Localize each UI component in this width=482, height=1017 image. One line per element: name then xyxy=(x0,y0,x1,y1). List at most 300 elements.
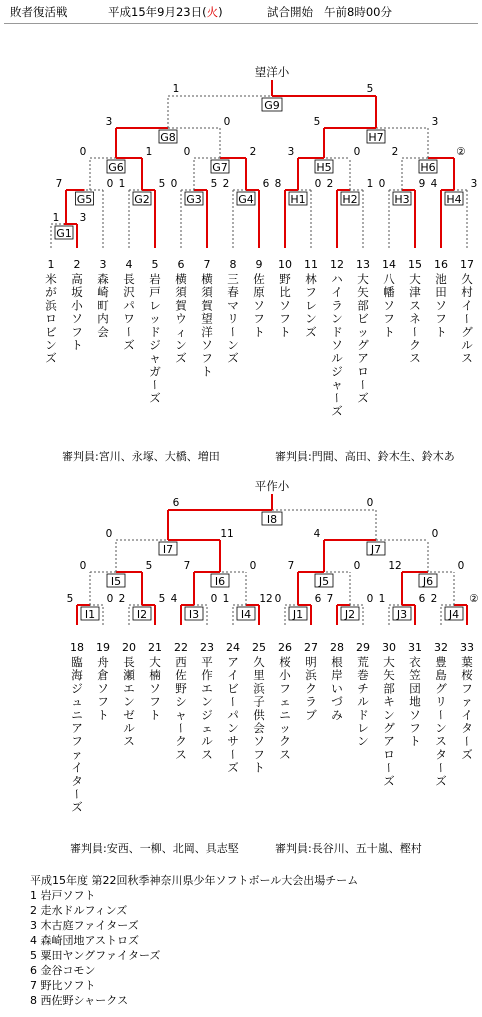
team-name xyxy=(174,655,188,761)
team-name-char: 供 xyxy=(253,707,265,722)
team-name-char: ー xyxy=(434,761,448,774)
team-name-char: ス xyxy=(175,747,187,762)
team-name-char: 洋 xyxy=(201,324,213,339)
team-name-char: ル xyxy=(357,694,369,709)
score-left: 0 xyxy=(378,178,386,190)
score-right: 9 xyxy=(418,178,426,190)
team-name-char: 小 xyxy=(71,298,83,313)
team-name-char: い xyxy=(331,681,343,696)
team-name-char: ー xyxy=(460,312,474,325)
team-name-char: フ xyxy=(279,681,291,696)
team-name xyxy=(408,272,422,365)
team-name-char: フ xyxy=(201,351,213,366)
team-name-char: ソ xyxy=(71,311,83,326)
entry-item: 7 野比ソフト xyxy=(30,979,96,992)
team-name xyxy=(305,272,317,339)
team-name-char: ェ xyxy=(201,721,213,735)
team-number: 25 xyxy=(252,641,266,654)
start-label: 試合開始 xyxy=(267,5,313,19)
score-right: 3 xyxy=(79,212,87,224)
team-name-char: フ xyxy=(409,721,421,735)
team-number: 10 xyxy=(278,258,292,271)
score-left: 2 xyxy=(118,593,126,605)
team-name-char: ス xyxy=(123,734,135,749)
umpires-right: 審判員:長谷川、五十嵐、樫村 xyxy=(275,842,422,855)
team-name-char: が xyxy=(45,285,57,300)
team-name-char: ス xyxy=(409,351,421,366)
game-label: H7 xyxy=(368,131,384,144)
team-name-char: 佐 xyxy=(175,668,187,683)
team-name-char: 大 xyxy=(149,655,161,669)
team-name-char: ト xyxy=(97,707,109,722)
team-name-char: 衣 xyxy=(409,655,421,669)
game-label: J3 xyxy=(396,608,408,621)
team-name-char: ー xyxy=(460,735,474,747)
team-number: 24 xyxy=(226,641,240,654)
team-number: 2 xyxy=(73,258,81,271)
game-label: H3 xyxy=(394,193,410,206)
team-name-char: ス xyxy=(201,747,213,762)
game-label: I1 xyxy=(84,608,96,621)
team-name-char: フ xyxy=(71,324,83,339)
game-label: H1 xyxy=(290,193,306,206)
team-name xyxy=(460,655,474,761)
score-left: 7 xyxy=(287,560,295,572)
game-label: G6 xyxy=(108,161,124,174)
game-label: H5 xyxy=(316,161,332,174)
team-name-char: ン xyxy=(435,721,447,735)
game-label: G2 xyxy=(134,193,150,206)
team-name-char: ビ xyxy=(227,681,239,696)
score-left: 6 xyxy=(172,497,180,509)
team-name-char: エ xyxy=(123,681,135,696)
team-name-char: ト xyxy=(71,338,83,352)
team-name-char: ズ xyxy=(71,800,83,815)
score-left: 5 xyxy=(313,116,321,128)
game-label: G7 xyxy=(212,161,228,174)
score-right: 1 xyxy=(145,146,153,158)
team-name-char: ワ xyxy=(123,311,135,326)
team-name-char: ト xyxy=(253,760,265,775)
game-label: I3 xyxy=(188,608,200,621)
team-name-char: ズ xyxy=(175,351,187,366)
team-name-char: グ xyxy=(461,324,473,339)
team-name-char: 会 xyxy=(97,324,109,339)
team-name-char: パ xyxy=(123,298,135,313)
team-name-char: 大 xyxy=(357,272,369,286)
team-name-char: ク xyxy=(175,734,187,749)
team-name xyxy=(122,272,136,352)
score-left: 2 xyxy=(222,178,230,190)
score-right: 0 xyxy=(210,593,218,605)
team-name-char: 久 xyxy=(253,655,265,669)
entry-item: 4 森崎団地アストロズ xyxy=(30,934,140,947)
team-name-char: ブ xyxy=(305,707,317,722)
team-name-char: ズ xyxy=(383,773,395,788)
game-label: J6 xyxy=(422,575,434,588)
team-name-char: 津 xyxy=(409,285,421,300)
team-number: 30 xyxy=(382,641,396,654)
team-name-char: 楠 xyxy=(149,668,161,683)
score-left: 5 xyxy=(66,593,74,605)
team-name-char: ロ xyxy=(383,747,395,762)
game-label: G1 xyxy=(56,227,72,240)
team-name-char: ル xyxy=(123,721,135,735)
team-name-char: ソ xyxy=(279,298,291,313)
team-name-char: ド xyxy=(357,707,369,722)
team-number: 11 xyxy=(304,258,318,271)
score-left: 0 xyxy=(105,528,113,540)
team-name xyxy=(409,655,421,748)
team-name-char: フ xyxy=(71,734,83,749)
game-label: G4 xyxy=(238,193,254,206)
score-right: 6 xyxy=(314,593,322,605)
team-number: 29 xyxy=(356,641,370,654)
team-name-char: 長 xyxy=(123,655,135,669)
team-number: 33 xyxy=(460,641,474,654)
team-number: 27 xyxy=(304,641,318,654)
score-left: 2 xyxy=(430,593,438,605)
score-left: 4 xyxy=(170,593,178,605)
team-name-char: エ xyxy=(201,681,213,696)
team-name-char: サ xyxy=(227,734,239,749)
team-name-char: ソ xyxy=(409,707,421,722)
game-label: H2 xyxy=(342,193,358,206)
team-name-char: レ xyxy=(357,721,369,735)
team-name-char: 地 xyxy=(409,694,421,709)
team-name-char: ズ xyxy=(149,390,161,405)
team-name-char: ー xyxy=(122,326,136,338)
score-left: 0 xyxy=(183,146,191,158)
team-name-char: ー xyxy=(356,378,370,391)
team-name-char: ビ xyxy=(45,324,57,339)
team-name-char: ン xyxy=(175,338,187,352)
team-name-char: 倉 xyxy=(97,668,109,683)
team-name-char: ト xyxy=(149,707,161,722)
team-name-char: 荒 xyxy=(357,655,369,669)
entry-list xyxy=(30,873,470,1008)
game-label: J5 xyxy=(318,575,330,588)
team-name-char: 大 xyxy=(409,272,421,286)
team-name-char: ズ xyxy=(227,351,239,366)
score-right: 0 xyxy=(366,497,374,509)
entry-item: 3 木古庭ファイターズ xyxy=(30,919,139,932)
venue-title: 望洋小 xyxy=(254,65,290,79)
team-number: 7 xyxy=(203,258,211,271)
team-name xyxy=(357,655,369,748)
team-name xyxy=(435,272,447,339)
game-label: I4 xyxy=(240,608,252,621)
team-name-char: ン xyxy=(201,694,213,709)
team-name-char: フ xyxy=(253,747,265,762)
venue-title: 平作小 xyxy=(254,479,290,493)
team-name-char: ー xyxy=(70,788,84,800)
team-name-char: ニ xyxy=(71,707,83,722)
team-name xyxy=(305,655,317,722)
team-name-char: ビ xyxy=(357,311,369,326)
team-name-char: 臨 xyxy=(71,655,83,669)
score-right: 12 xyxy=(259,593,273,605)
team-number: 26 xyxy=(278,641,292,654)
score-left: 7 xyxy=(183,560,191,572)
game-label: I7 xyxy=(162,543,174,556)
team-name-char: 笠 xyxy=(409,668,421,683)
game-label: I8 xyxy=(266,513,278,526)
score-left: 1 xyxy=(378,593,386,605)
team-name-char: タ xyxy=(71,773,83,788)
team-name-char: 子 xyxy=(253,694,265,709)
team-name-char: 森 xyxy=(97,272,109,286)
team-name-char: ー xyxy=(330,392,344,404)
team-name-char: ラ xyxy=(305,694,317,709)
score-right: 3 xyxy=(470,178,478,190)
team-name-char: 須 xyxy=(175,285,187,300)
team-number: 19 xyxy=(96,641,110,654)
team-number: 12 xyxy=(330,258,344,271)
team-number: 1 xyxy=(47,258,55,271)
team-name-char: フ xyxy=(279,311,291,326)
team-name-char: ジ xyxy=(331,364,343,379)
team-name-char: ン xyxy=(383,707,395,722)
team-name-char: ン xyxy=(227,721,239,735)
team-name-char: 長 xyxy=(123,272,135,286)
score-left: 4 xyxy=(430,178,438,190)
team-name-char: ス xyxy=(279,747,291,762)
entry-item: 5 粟田ヤングファイターズ xyxy=(30,949,161,962)
score-right: 5 xyxy=(366,83,374,95)
team-name-char: 里 xyxy=(253,668,265,683)
team-name-char: 崎 xyxy=(97,285,109,300)
team-name-char: イ xyxy=(71,760,83,775)
team-number: 4 xyxy=(125,258,133,271)
team-name-char: タ xyxy=(435,747,447,762)
team-name xyxy=(330,272,344,418)
game-label: J1 xyxy=(292,608,304,621)
team-name-char: シ xyxy=(175,694,187,709)
team-name-char: ロ xyxy=(357,364,369,379)
score-right: 5 xyxy=(145,560,153,572)
team-name-char: 葉 xyxy=(461,655,473,669)
team-name-char: ト xyxy=(253,324,265,339)
score-right: ② xyxy=(469,593,479,605)
team-name-char: ス xyxy=(461,351,473,366)
team-name xyxy=(356,272,370,405)
team-name xyxy=(70,655,84,814)
team-name-char: ー xyxy=(226,326,240,338)
team-name xyxy=(45,272,57,365)
team-name-char: ソ xyxy=(435,298,447,313)
score-left: 7 xyxy=(55,178,63,190)
team-name xyxy=(460,272,474,365)
game-label: G9 xyxy=(264,99,280,112)
team-name-char: ッ xyxy=(357,324,369,339)
team-name-char: ア xyxy=(357,351,369,366)
score-left: 1 xyxy=(172,83,180,95)
team-name-char: タ xyxy=(461,721,473,735)
team-name-char: ー xyxy=(382,761,396,774)
team-name-char: フ xyxy=(253,311,265,326)
entry-item: 8 西佐野シャークス xyxy=(30,994,129,1007)
team-name-char: 明 xyxy=(305,655,317,669)
score-left: 1 xyxy=(52,212,60,224)
score-right: 11 xyxy=(220,528,234,540)
score-right: 0 xyxy=(106,593,114,605)
team-name-char: グ xyxy=(435,681,447,696)
team-name-char: グ xyxy=(383,721,395,735)
score-left: 1 xyxy=(118,178,126,190)
score-right: 0 xyxy=(223,116,231,128)
team-name-char: ト xyxy=(201,364,213,379)
score-right: ② xyxy=(456,146,466,158)
team-name-char: ー xyxy=(226,695,240,708)
team-name-char: フ xyxy=(461,681,473,696)
team-name xyxy=(253,655,265,775)
team-name-char: ソ xyxy=(201,338,213,352)
team-name-char: 桜 xyxy=(279,655,291,669)
team-name-char: グ xyxy=(357,338,369,352)
team-name-char: レ xyxy=(305,298,317,313)
team-name-char: ィ xyxy=(175,324,187,339)
team-name-char: 小 xyxy=(279,668,291,683)
team-name-char: イ xyxy=(461,298,473,313)
team-number: 3 xyxy=(99,258,107,271)
team-name-char: ソ xyxy=(331,338,343,352)
team-name-char: ン xyxy=(123,694,135,709)
team-name-char: 須 xyxy=(201,285,213,300)
game-label: J4 xyxy=(448,608,460,621)
team-name-char: ア xyxy=(71,721,83,735)
team-name-char: チ xyxy=(357,681,369,696)
team-number: 5 xyxy=(151,258,159,271)
team-name-char: ァ xyxy=(461,694,473,709)
team-name-char: ト xyxy=(279,324,291,339)
team-name-char: 高 xyxy=(71,272,83,286)
team-name-char: 比 xyxy=(279,285,291,300)
team-name-char: 浜 xyxy=(45,298,57,313)
team-name-char: ル xyxy=(461,338,473,352)
game-label: G8 xyxy=(160,131,176,144)
team-name xyxy=(148,272,162,405)
team-name-char: 坂 xyxy=(71,285,83,300)
team-name-char: フ xyxy=(305,285,317,300)
team-name-char: 幡 xyxy=(383,285,395,300)
team-name-char: 田 xyxy=(435,285,447,300)
team-name xyxy=(123,655,135,748)
team-name-char: ガ xyxy=(149,364,161,379)
team-number: 23 xyxy=(200,641,214,654)
team-number: 14 xyxy=(382,258,396,271)
team-name-char: 久 xyxy=(461,272,473,286)
team-name-char: み xyxy=(331,707,343,722)
team-name-char: 賀 xyxy=(201,298,213,313)
team-name xyxy=(253,272,265,339)
team-name-char: ズ xyxy=(435,773,447,788)
team-name-char: マ xyxy=(227,298,239,313)
score-right: 0 xyxy=(353,560,361,572)
score-left: 4 xyxy=(313,528,321,540)
team-number: 6 xyxy=(177,258,185,271)
team-name-char: 瀬 xyxy=(123,668,135,683)
team-number: 8 xyxy=(229,258,237,271)
score-right: 6 xyxy=(262,178,270,190)
team-name-char: 島 xyxy=(435,668,447,683)
team-number: 32 xyxy=(434,641,448,654)
team-number: 9 xyxy=(255,258,263,271)
team-name-char: ン xyxy=(331,311,343,326)
team-name-char: ー xyxy=(226,748,240,761)
game-label: I5 xyxy=(110,575,122,588)
team-name-char: ン xyxy=(305,311,317,326)
team-name-char: 巻 xyxy=(357,668,369,683)
team-name-char: 部 xyxy=(357,298,369,313)
score-right: 5 xyxy=(210,178,218,190)
team-name-char: ズ xyxy=(331,404,343,418)
team-name-char: 舟 xyxy=(97,655,109,669)
team-name-char: ズ xyxy=(357,390,369,405)
team-name-char: 部 xyxy=(383,681,395,696)
team-name-char: 賀 xyxy=(175,298,187,313)
score-right: 0 xyxy=(249,560,257,572)
team-name-char: ソ xyxy=(149,681,161,696)
team-name-char: キ xyxy=(383,694,395,709)
team-name-char: ド xyxy=(149,324,161,339)
team-number: 31 xyxy=(408,641,422,654)
team-name-char: 野 xyxy=(279,272,291,286)
team-name-char: 矢 xyxy=(357,285,369,300)
entry-list-title: 平成15年度 第22回秋季神奈川県少年ソフトボール大会出場チーム xyxy=(30,874,359,887)
score-left: 7 xyxy=(326,593,334,605)
team-name-char: ッ xyxy=(149,311,161,326)
score-left: 0 xyxy=(79,146,87,158)
team-name-char: ト xyxy=(409,734,421,749)
game-label: J7 xyxy=(370,543,382,556)
team-name-char: ル xyxy=(331,351,343,366)
team-name-char: ス xyxy=(409,298,421,313)
team-name-char: ソ xyxy=(383,298,395,313)
team-name-char: ズ xyxy=(461,747,473,762)
team-name-char: ッ xyxy=(279,721,291,735)
team-name-char: 根 xyxy=(331,655,343,669)
team-name-char: ド xyxy=(331,324,343,339)
team-name xyxy=(97,272,109,339)
team-name-char: 岩 xyxy=(149,272,161,286)
team-name-char: レ xyxy=(149,298,161,313)
team-number: 15 xyxy=(408,258,422,271)
score-left: 0 xyxy=(274,593,282,605)
team-name-char: ハ xyxy=(331,272,343,286)
team-name-char: ン xyxy=(227,338,239,352)
score-right: 6 xyxy=(418,593,426,605)
team-name-char: ジ xyxy=(201,707,213,722)
team-name xyxy=(382,655,396,788)
score-left: 2 xyxy=(326,178,334,190)
team-name-char: 佐 xyxy=(253,272,265,286)
umpires-right: 審判員:門間、高田、鈴木生、鈴木あ xyxy=(275,450,455,463)
match-date: 平成15年9月23日(火) xyxy=(108,5,223,19)
team-name-char: 横 xyxy=(175,272,187,286)
team-name-char: フ xyxy=(383,311,395,326)
team-number: 18 xyxy=(70,641,84,654)
team-name xyxy=(201,655,213,761)
team-name-char: ニ xyxy=(279,707,291,722)
team-name-char: ク xyxy=(409,338,421,352)
game-label: H4 xyxy=(446,193,462,206)
team-name-char: 戸 xyxy=(149,285,161,300)
team-name-char: ャ xyxy=(331,377,343,392)
team-name xyxy=(331,655,343,722)
score-right: 0 xyxy=(106,178,114,190)
team-name-char: パ xyxy=(227,707,239,722)
